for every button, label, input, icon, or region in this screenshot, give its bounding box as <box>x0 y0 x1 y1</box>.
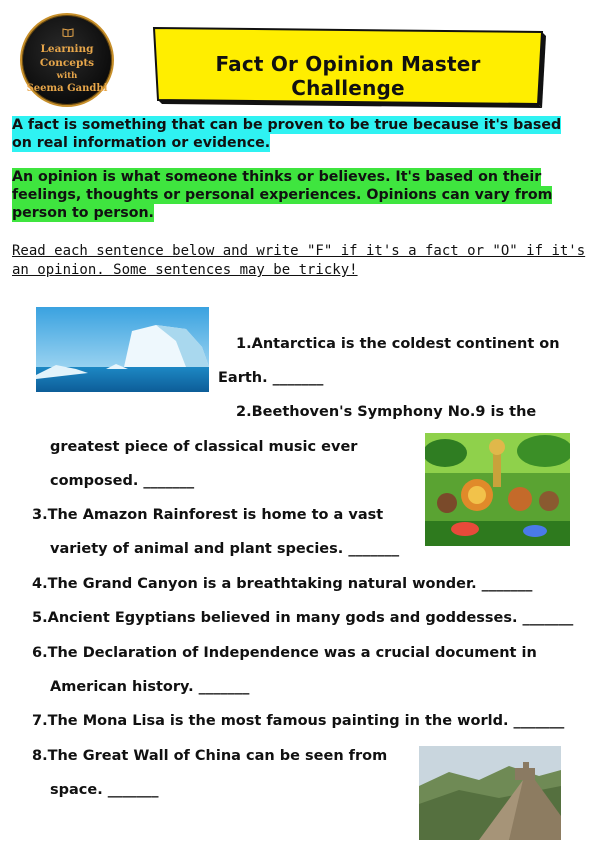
question-1-line-1: 1.Antarctica is the coldest continent on <box>236 336 560 352</box>
question-6-line-2: American history. _______ <box>50 679 250 695</box>
question-8-line-1: 8.The Great Wall of China can be seen from <box>32 748 388 764</box>
question-7: 7.The Mona Lisa is the most famous painting in the world. _______ <box>32 713 565 729</box>
opinion-definition <box>12 168 572 222</box>
antarctica-iceberg-image <box>36 307 209 392</box>
question-1-line-2: Earth. _______ <box>218 370 324 386</box>
question-2-line-3: composed. _______ <box>50 473 195 489</box>
rainforest-animals-image <box>425 433 570 546</box>
logo <box>20 13 114 107</box>
question-2-line-2: greatest piece of classical music ever <box>50 439 358 455</box>
question-4: 4.The Grand Canyon is a breathtaking natural wonder. _______ <box>32 576 533 592</box>
page-title: Fact Or Opinion Master Challenge <box>215 52 481 100</box>
opinion-definition-text: An opinion is what someone thinks or believes. It's based on their feelings, thoughts or personal experiences. Opinions can vary from person to person. <box>12 169 553 221</box>
logo-text-with: with <box>56 71 78 81</box>
question-6-line-1: 6.The Declaration of Independence was a crucial document in <box>32 645 537 661</box>
fact-definition-text: A fact is something that can be proven to be true because it's based on real information or evidence. <box>12 117 562 151</box>
logo-text-author: Seema Gandhi <box>26 83 108 94</box>
question-3-line-2: variety of animal and plant species. _______ <box>50 541 400 557</box>
instructions: Read each sentence below and write "F" if it's a fact or "O" if it's an opinion. Some sentences may be tricky! <box>12 243 586 278</box>
book-icon <box>62 28 74 37</box>
fact-definition <box>12 116 572 152</box>
question-2-line-1: 2.Beethoven's Symphony No.9 is the <box>236 404 537 420</box>
question-3-line-1: 3.The Amazon Rainforest is home to a vast <box>32 507 384 523</box>
great-wall-image <box>419 746 561 840</box>
logo-text-concepts: Concepts <box>39 57 95 69</box>
logo-text-learning: Learning <box>40 43 94 55</box>
question-5: 5.Ancient Egyptians believed in many gods and goddesses. _______ <box>32 610 574 626</box>
question-8-line-2: space. _______ <box>50 782 159 798</box>
